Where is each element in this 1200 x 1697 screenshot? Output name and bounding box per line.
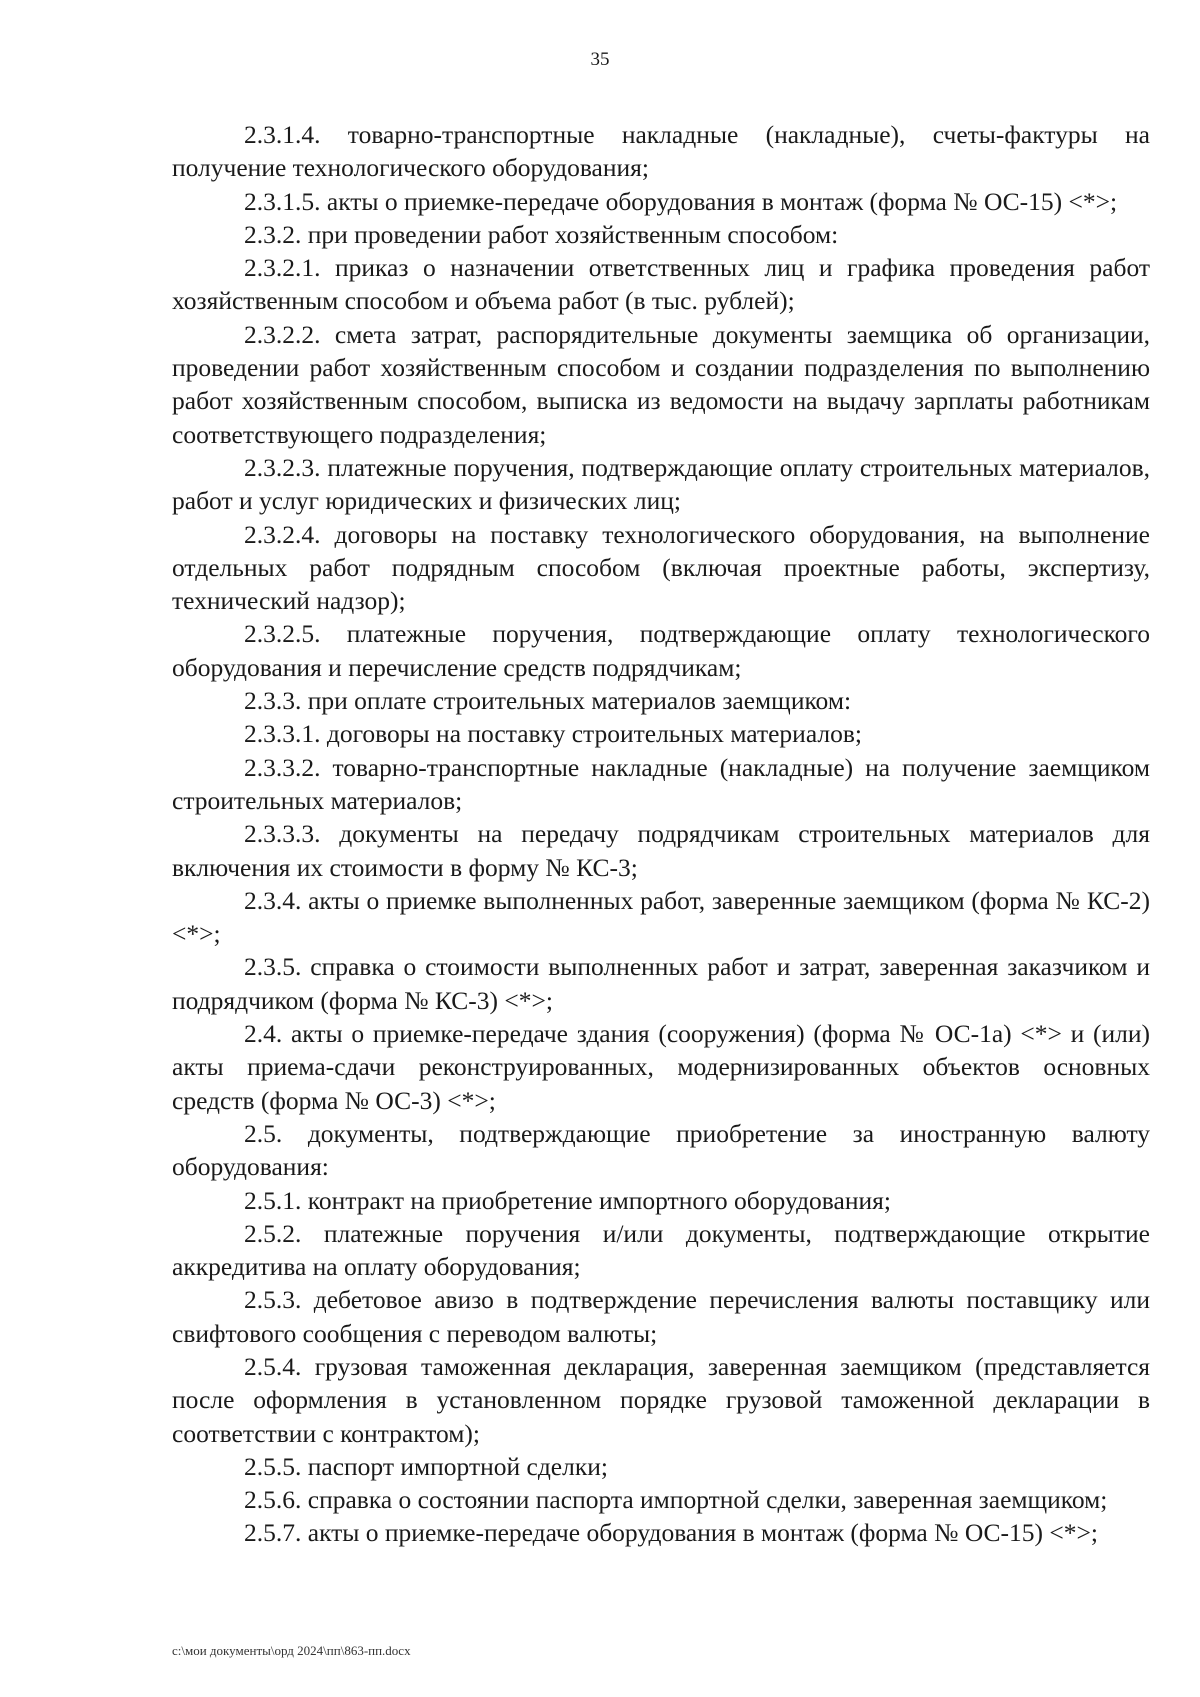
paragraph-2-3-2-4: 2.3.2.4. договоры на поставку технологического оборудования, на выполнение отдельных работ подрядным способом (включая проектные работы, экспертизу, технический надзор);	[172, 519, 1150, 616]
footer-file-path: c:\мои документы\орд 2024\пп\863-пп.docx	[172, 1643, 411, 1658]
paragraph-2-5-7: 2.5.7. акты о приемке-передаче оборудования в монтаж (форма № ОС-15) <*>;	[244, 1518, 1099, 1548]
paragraph-2-4: 2.4. акты о приемке-передаче здания (сооружения) (форма № ОС-1а) <*> и (или) акты приема-сдачи реконструированных, модернизированных объектов основных средств (форма № ОС-3) <*>;	[172, 1019, 1150, 1115]
paragraph-2-5-6: 2.5.6. справка о состоянии паспорта импортной сделки, заверенная заемщиком;	[244, 1485, 1108, 1515]
document-body	[172, 118, 1150, 1550]
paragraph-2-3-3-3: 2.3.3.3. документы на передачу подрядчикам строительных материалов для включения их стоимости в форму № КС-3;	[172, 819, 1150, 882]
paragraph-2-5-5: 2.5.5. паспорт импортной сделки;	[244, 1451, 608, 1481]
paragraph-2-5-2: 2.5.2. платежные поручения и/или документы, подтверждающие открытие аккредитива на оплату оборудования;	[172, 1218, 1150, 1282]
paragraph-2-3-2-1: 2.3.2.1. приказ о назначении ответственных лиц и графика проведения работ хозяйственным способом и объема работ (в тыс. рублей);	[172, 253, 1150, 316]
paragraph-2-5-4: 2.5.4. грузовая таможенная декларация, заверенная заемщиком (представляется после оформления в установленном порядке грузовой таможенной декларации в соответствии с контрактом);	[172, 1351, 1150, 1448]
paragraph-2-3-2-5: 2.3.2.5. платежные поручения, подтверждающие оплату технологического оборудования и перечисление средств подрядчикам;	[172, 619, 1150, 682]
paragraph-2-3-2: 2.3.2. при проведении работ хозяйственным способом:	[244, 219, 839, 249]
paragraph-2-3-2-2: 2.3.2.2. смета затрат, распорядительные документы заемщика об организации, проведении работ хозяйственным способом и создании подразделения по выполнению работ хозяйственным способом, выписка из ведомости на выдачу зарплаты работникам соответствующего подразделения;	[172, 319, 1150, 449]
paragraph-2-3-5: 2.3.5. справка о стоимости выполненных работ и затрат, заверенная заказчиком и подрядчиком (форма № КС-3) <*>;	[172, 952, 1150, 1015]
paragraph-2-3-4: 2.3.4. акты о приемке выполненных работ, заверенные заемщиком (форма № КС-2) <*>;	[172, 885, 1150, 949]
paragraph-2-3-3: 2.3.3. при оплате строительных материалов заемщиком:	[244, 686, 852, 716]
paragraph-2-3-3-2: 2.3.3.2. товарно-транспортные накладные (накладные) на получение заемщиком строительных материалов;	[172, 752, 1150, 815]
paragraph-2-3-1-5: 2.3.1.5. акты о приемке-передаче оборудования в монтаж (форма № ОС-15) <*>;	[244, 186, 1118, 216]
paragraph-2-3-2-3: 2.3.2.3. платежные поручения, подтверждающие оплату строительных материалов, работ и услуг юридических и физических лиц;	[172, 452, 1150, 516]
paragraph-2-5-1: 2.5.1. контракт на приобретение импортного оборудования;	[244, 1185, 891, 1215]
paragraph-2-3-1-4: 2.3.1.4. товарно-транспортные накладные (накладные), счеты-фактуры на получение технологического оборудования;	[172, 120, 1150, 183]
paragraph-2-5: 2.5. документы, подтверждающие приобретение за иностранную валюту оборудования:	[172, 1118, 1150, 1182]
paragraph-2-5-3: 2.5.3. дебетовое авизо в подтверждение перечисления валюты поставщику или свифтового сообщения с переводом валюты;	[172, 1285, 1150, 1348]
page-number: 35	[590, 49, 610, 70]
paragraph-2-3-3-1: 2.3.3.1. договоры на поставку строительных материалов;	[244, 719, 862, 749]
